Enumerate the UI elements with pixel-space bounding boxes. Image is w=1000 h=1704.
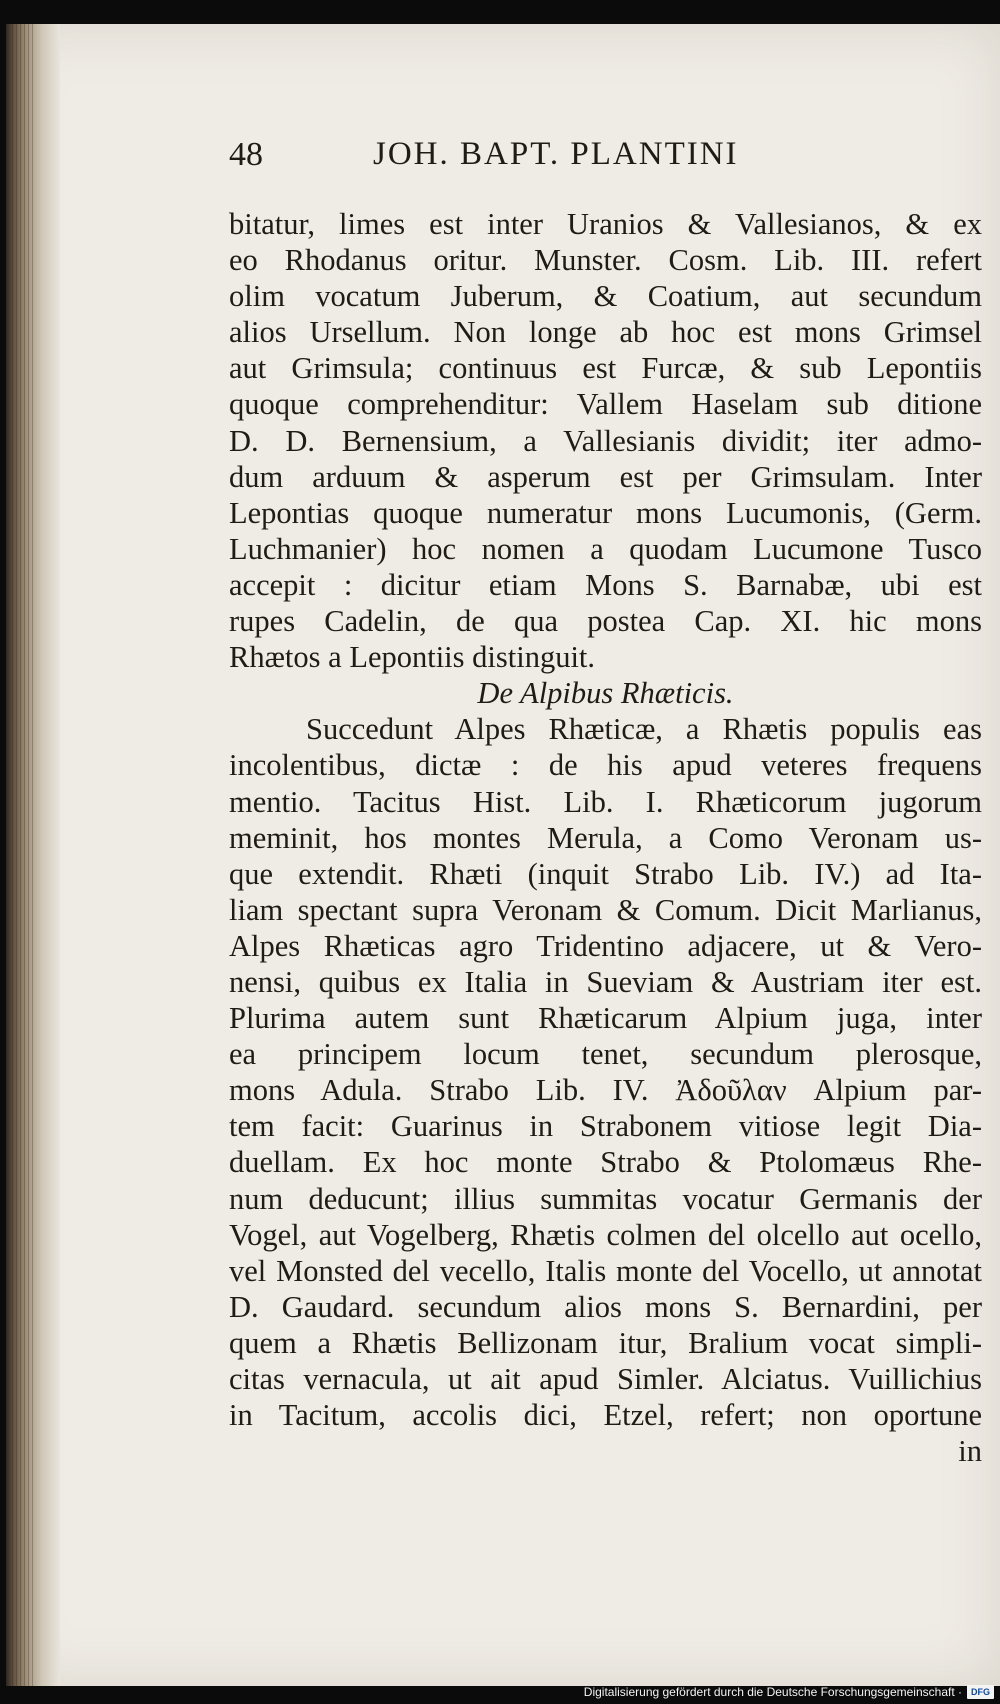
text-line: quem a Rhætis Bellizonam itur, Bralium vocat simpli-	[229, 1325, 982, 1360]
text-line: Vogel, aut Vogelberg, Rhætis colmen del olcello aut ocello,	[229, 1217, 982, 1252]
text-line: Alpes Rhæticas agro Tridentino adjacere, ut & Vero-	[229, 928, 982, 963]
text-line: meminit, hos montes Merula, a Como Veronam us-	[229, 820, 982, 855]
text-line: in Tacitum, accolis dici, Etzel, refert; non oportune	[229, 1398, 982, 1433]
page-number: 48	[229, 136, 263, 173]
text-line: Rhætos a Lepontiis distinguit.	[229, 640, 596, 675]
text-line: Lepontias quoque numeratur mons Lucumonis, (Germ.	[229, 495, 982, 530]
text-line: D. D. Bernensium, a Vallesianis dividit; iter admo-	[229, 423, 982, 458]
text-line: olim vocatum Juberum, & Coatium, aut secundum	[229, 279, 982, 314]
text-line: aut Grimsula; continuus est Furcæ, & sub Lepontiis	[229, 351, 982, 386]
text-line: Plurima autem sunt Rhæticarum Alpium juga, inter	[229, 1001, 982, 1036]
page-header	[229, 136, 819, 186]
text-line: accepit : dicitur etiam Mons S. Barnabæ, ubi est	[229, 567, 982, 602]
text-line: mons Adula. Strabo Lib. IV. Ἀδοῦλαν Alpium par-	[229, 1073, 982, 1108]
dfg-logo: DFG	[967, 1685, 994, 1699]
text-line: citas vernacula, ut ait apud Simler. Alciatus. Vuillichius	[229, 1362, 982, 1396]
text-line: ea principem locum tenet, secundum plerosque,	[229, 1037, 982, 1072]
book-spine-edge	[6, 24, 60, 1686]
text-line: num deducunt; illius summitas vocatur Germanis der	[229, 1181, 982, 1216]
text-line: quoque comprehenditur: Vallem Haselam sub ditione	[229, 387, 982, 422]
text-line: vel Monsted del vecello, Italis monte del Vocello, ut annotat	[229, 1253, 982, 1288]
text-line: rupes Cadelin, de qua postea Cap. XI. hic mons	[229, 604, 982, 639]
text-line: liam spectant supra Veronam & Comum. Dicit Marlianus,	[229, 892, 982, 927]
text-line: D. Gaudard. secundum alios mons S. Bernardini, per	[229, 1289, 982, 1324]
page-edge-lines	[12, 24, 34, 1686]
text-line: mentio. Tacitus Hist. Lib. I. Rhæticorum jugorum	[229, 784, 982, 819]
text-line: tem facit: Guarinus in Strabonem vitiose legit Dia-	[229, 1109, 982, 1144]
text-line: eo Rhodanus oritur. Munster. Cosm. Lib. III. refert	[229, 243, 982, 278]
text-line: alios Ursellum. Non longe ab hoc est mons Grimsel	[229, 315, 982, 350]
digitization-credit	[584, 1684, 994, 1700]
text-line: dum arduum & asperum est per Grimsulam. Inter	[229, 459, 982, 494]
catchword: in	[958, 1434, 982, 1469]
text-line: Succedunt Alpes Rhæticæ, a Rhætis populis eas	[306, 712, 982, 747]
credit-text: Digitalisierung gefördert durch die Deutsche Forschungsgemeinschaft ·	[583, 1685, 962, 1699]
text-line: duellam. Ex hoc monte Strabo & Ptolomæus Rhe-	[229, 1145, 982, 1180]
running-head: JOH. BAPT. PLANTINI	[373, 136, 739, 172]
text-line: nensi, quibus ex Italia in Sueviam & Austriam iter est.	[229, 964, 982, 999]
text-line: Luchmanier) hoc nomen a quodam Lucumone Tusco	[229, 531, 982, 566]
section-heading: De Alpibus Rhæticis.	[477, 676, 734, 711]
text-line: que extendit. Rhæti (inquit Strabo Lib. IV.) ad Ita-	[229, 856, 982, 891]
text-line: incolentibus, dictæ : de his apud veteres frequens	[229, 748, 982, 783]
text-line: bitatur, limes est inter Uranios & Vallesianos, & ex	[229, 207, 982, 241]
body-text	[229, 206, 982, 1469]
